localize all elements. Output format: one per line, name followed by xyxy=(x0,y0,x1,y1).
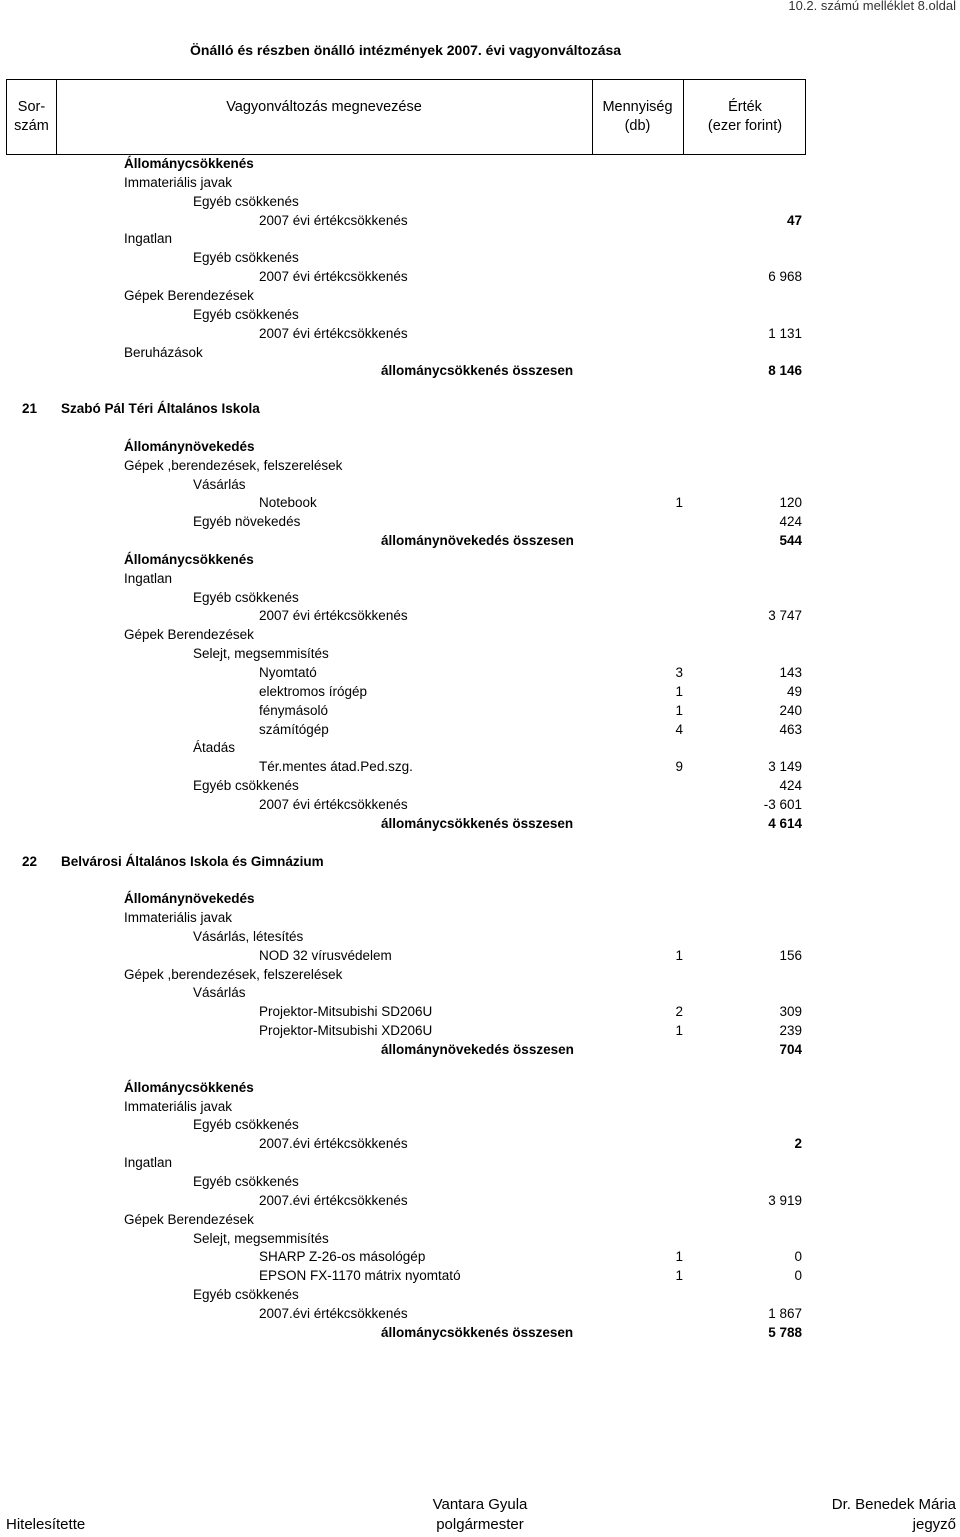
quantity-cell: 1 xyxy=(675,495,683,511)
table-row xyxy=(0,1306,960,1322)
table-row xyxy=(0,288,960,304)
table-row xyxy=(0,985,960,1001)
row-label: 2007 évi értékcsökkenés xyxy=(259,608,408,624)
row-label: Egyéb csökkenés xyxy=(193,589,299,605)
quantity-cell: 2 xyxy=(675,1004,683,1020)
value-cell: 6 968 xyxy=(768,269,802,285)
value-cell: 1 131 xyxy=(768,325,802,341)
table-row xyxy=(0,1080,960,1096)
value-cell: 4 614 xyxy=(768,815,802,831)
document-title: Önálló és részben önálló intézmények 2007. évi vagyonváltozása xyxy=(190,42,622,58)
quantity-cell: 1 xyxy=(675,702,683,718)
table-row xyxy=(0,1174,960,1190)
row-label: Ingatlan xyxy=(124,231,173,247)
subtotal-label: állománynövekedés összesen xyxy=(381,1042,574,1057)
table-row xyxy=(0,345,960,361)
table-row xyxy=(0,533,960,549)
table-row xyxy=(0,608,960,624)
subtotal-label: állománycsökkenés összesen xyxy=(381,815,574,831)
row-number: 22 xyxy=(22,853,38,869)
row-label: Vásárlás xyxy=(193,476,246,492)
row-label: elektromos írógép xyxy=(259,683,368,699)
row-label: 2007 évi értékcsökkenés xyxy=(259,212,408,228)
row-label: Tér.mentes átad.Ped.szg. xyxy=(259,759,413,775)
table-row xyxy=(0,213,960,229)
table-row xyxy=(0,1004,960,1020)
header-sorszam: Sor- szám xyxy=(14,99,49,134)
value-cell: 240 xyxy=(779,702,802,718)
table-row xyxy=(0,552,960,568)
row-label: fénymásoló xyxy=(259,702,329,718)
row-label: Állománynövekedés xyxy=(124,891,255,907)
row-label: Egyéb növekedés xyxy=(193,514,301,530)
value-cell: 143 xyxy=(779,665,802,680)
row-label: Egyéb csökkenés xyxy=(193,1287,299,1302)
quantity-cell: 4 xyxy=(675,721,683,737)
row-label: Ingatlan xyxy=(124,570,173,586)
table-row xyxy=(0,401,960,417)
quantity-cell: 3 xyxy=(675,665,683,680)
row-label: Selejt, megsemmisítés xyxy=(193,1230,329,1246)
notary-name: Dr. Benedek Mária xyxy=(831,1496,956,1513)
row-label: Immateriális javak xyxy=(124,1098,233,1114)
table-row xyxy=(0,156,960,172)
row-label: 2007.évi értékcsökkenés xyxy=(259,1305,408,1321)
table-row xyxy=(0,363,960,379)
row-label: 2007 évi értékcsökkenés xyxy=(259,796,408,812)
value-cell: -3 601 xyxy=(763,796,802,812)
page-label: 10.2. számú melléklet 8.oldal xyxy=(788,0,956,13)
table-row xyxy=(0,967,960,983)
row-label: Gépek Berendezések xyxy=(124,287,254,303)
row-label: SHARP Z-26-os másológép xyxy=(259,1249,426,1265)
row-label: EPSON FX-1170 mátrix nyomtató xyxy=(259,1268,461,1284)
table-header xyxy=(6,79,806,155)
row-label: Notebook xyxy=(259,495,317,511)
value-cell: 3 747 xyxy=(768,608,802,624)
table-row xyxy=(0,326,960,342)
row-label: Állománynövekedés xyxy=(124,438,255,454)
row-label: Vásárlás xyxy=(193,985,246,1001)
header-ertek: Érték (ezer forint) xyxy=(707,99,783,134)
subtotal-label: állománynövekedés összesen xyxy=(381,533,574,548)
row-label: Egyéb csökkenés xyxy=(193,306,299,322)
row-label: Állománycsökkenés xyxy=(124,551,254,567)
table-row xyxy=(0,1193,960,1209)
table-row xyxy=(0,1249,960,1265)
table-row xyxy=(0,759,960,775)
row-label: Egyéb csökkenés xyxy=(193,1173,299,1189)
row-number: 21 xyxy=(22,401,38,417)
value-cell: 5 788 xyxy=(768,1324,802,1340)
table-row xyxy=(0,514,960,530)
table-row xyxy=(0,1155,960,1171)
notary-title: jegyző xyxy=(912,1516,956,1533)
quantity-cell: 1 xyxy=(675,683,683,699)
header-divider xyxy=(56,80,57,154)
table-row xyxy=(0,175,960,191)
value-cell: 2 xyxy=(794,1136,802,1152)
value-cell: 309 xyxy=(779,1004,802,1020)
value-cell: 0 xyxy=(794,1268,802,1284)
row-label: Gépek Berendezések xyxy=(124,627,254,643)
quantity-cell: 1 xyxy=(675,947,683,963)
table-row xyxy=(0,797,960,813)
row-label: Egyéb csökkenés xyxy=(193,250,299,266)
row-label: Nyomtató xyxy=(259,665,317,680)
table-row xyxy=(0,1231,960,1247)
row-label: Selejt, megsemmisítés xyxy=(193,646,329,662)
row-label: Állománycsökkenés xyxy=(124,156,254,171)
table-row xyxy=(0,495,960,511)
header-mennyiseg: Mennyiség (db) xyxy=(602,99,673,134)
institution-name: Belvárosi Általános Iskola és Gimnázium xyxy=(61,853,324,869)
value-cell: 424 xyxy=(779,514,802,530)
mayor-signature xyxy=(400,1495,560,1535)
table-row xyxy=(0,231,960,247)
value-cell: 0 xyxy=(794,1249,802,1265)
table-row xyxy=(0,627,960,643)
value-cell: 544 xyxy=(779,533,802,548)
row-label: Projektor-Mitsubishi SD206U xyxy=(259,1004,433,1020)
table-row xyxy=(0,854,960,870)
row-label: Projektor-Mitsubishi XD206U xyxy=(259,1023,433,1039)
institution-name: Szabó Pál Téri Általános Iskola xyxy=(61,401,260,417)
table-row xyxy=(0,703,960,719)
row-label: 2007.évi értékcsökkenés xyxy=(259,1192,408,1208)
row-label: 2007.évi értékcsökkenés xyxy=(259,1136,408,1152)
table-row xyxy=(0,571,960,587)
table-row xyxy=(0,1325,960,1341)
table-row xyxy=(0,1136,960,1152)
table-row xyxy=(0,439,960,455)
table-row xyxy=(0,1287,960,1303)
table-row xyxy=(0,816,960,832)
row-label: Egyéb csökkenés xyxy=(193,1117,299,1133)
table-row xyxy=(0,250,960,266)
row-label: Egyéb csökkenés xyxy=(193,193,299,209)
table-row xyxy=(0,740,960,756)
table-row xyxy=(0,665,960,681)
table-row xyxy=(0,891,960,907)
table-row xyxy=(0,1117,960,1133)
table-row xyxy=(0,1268,960,1284)
row-label: számítógép xyxy=(259,721,329,737)
subtotal-label: állománycsökkenés összesen xyxy=(381,363,574,379)
value-cell: 47 xyxy=(786,212,802,228)
row-label: 2007 évi értékcsökkenés xyxy=(259,325,408,341)
row-label: 2007 évi értékcsökkenés xyxy=(259,269,408,285)
table-row xyxy=(0,929,960,945)
table-row xyxy=(0,1212,960,1228)
quantity-cell: 9 xyxy=(675,759,683,775)
quantity-cell: 1 xyxy=(675,1268,683,1284)
row-label: Átadás xyxy=(193,740,236,756)
value-cell: 8 146 xyxy=(768,363,802,379)
row-label: Ingatlan xyxy=(124,1155,173,1171)
row-label: Beruházások xyxy=(124,344,203,360)
value-cell: 704 xyxy=(779,1042,802,1057)
table-row xyxy=(0,458,960,474)
value-cell: 120 xyxy=(779,495,802,511)
table-row xyxy=(0,778,960,794)
value-cell: 1 867 xyxy=(768,1305,802,1321)
table-row xyxy=(0,722,960,738)
value-cell: 463 xyxy=(779,721,802,737)
table-row xyxy=(0,1023,960,1039)
table-row xyxy=(0,307,960,323)
row-label: Gépek ,berendezések, felszerelések xyxy=(124,457,343,473)
table-row xyxy=(0,194,960,210)
value-cell: 239 xyxy=(779,1023,802,1039)
row-label: Egyéb csökkenés xyxy=(193,778,299,794)
value-cell: 156 xyxy=(779,947,802,963)
quantity-cell: 1 xyxy=(675,1023,683,1039)
table-row xyxy=(0,1042,960,1058)
value-cell: 424 xyxy=(779,778,802,794)
value-cell: 3 919 xyxy=(768,1192,802,1208)
table-row xyxy=(0,269,960,285)
row-label: Vásárlás, létesítés xyxy=(193,928,304,944)
table-row xyxy=(0,1099,960,1115)
subtotal-label: állománycsökkenés összesen xyxy=(381,1324,574,1340)
table-row xyxy=(0,948,960,964)
table-row xyxy=(0,477,960,493)
row-label: NOD 32 vírusvédelem xyxy=(259,947,392,963)
table-row xyxy=(0,684,960,700)
notary-signature xyxy=(832,1495,956,1535)
row-label: Állománycsökkenés xyxy=(124,1079,254,1095)
quantity-cell: 1 xyxy=(675,1249,683,1265)
table-row xyxy=(0,910,960,926)
mayor-title: polgármester xyxy=(436,1516,524,1533)
row-label: Gépek Berendezések xyxy=(124,1211,254,1227)
value-cell: 3 149 xyxy=(768,759,802,775)
row-label: Immateriális javak xyxy=(124,174,233,190)
certified-label: Hitelesítette xyxy=(6,1516,86,1533)
table-row xyxy=(0,646,960,662)
row-label: Immateriális javak xyxy=(124,910,233,925)
value-cell: 49 xyxy=(786,683,802,699)
mayor-name: Vantara Gyula xyxy=(432,1496,528,1513)
table-row xyxy=(0,590,960,606)
header-megnevezes: Vagyonváltozás megnevezése xyxy=(226,99,422,115)
row-label: Gépek ,berendezések, felszerelések xyxy=(124,966,343,982)
